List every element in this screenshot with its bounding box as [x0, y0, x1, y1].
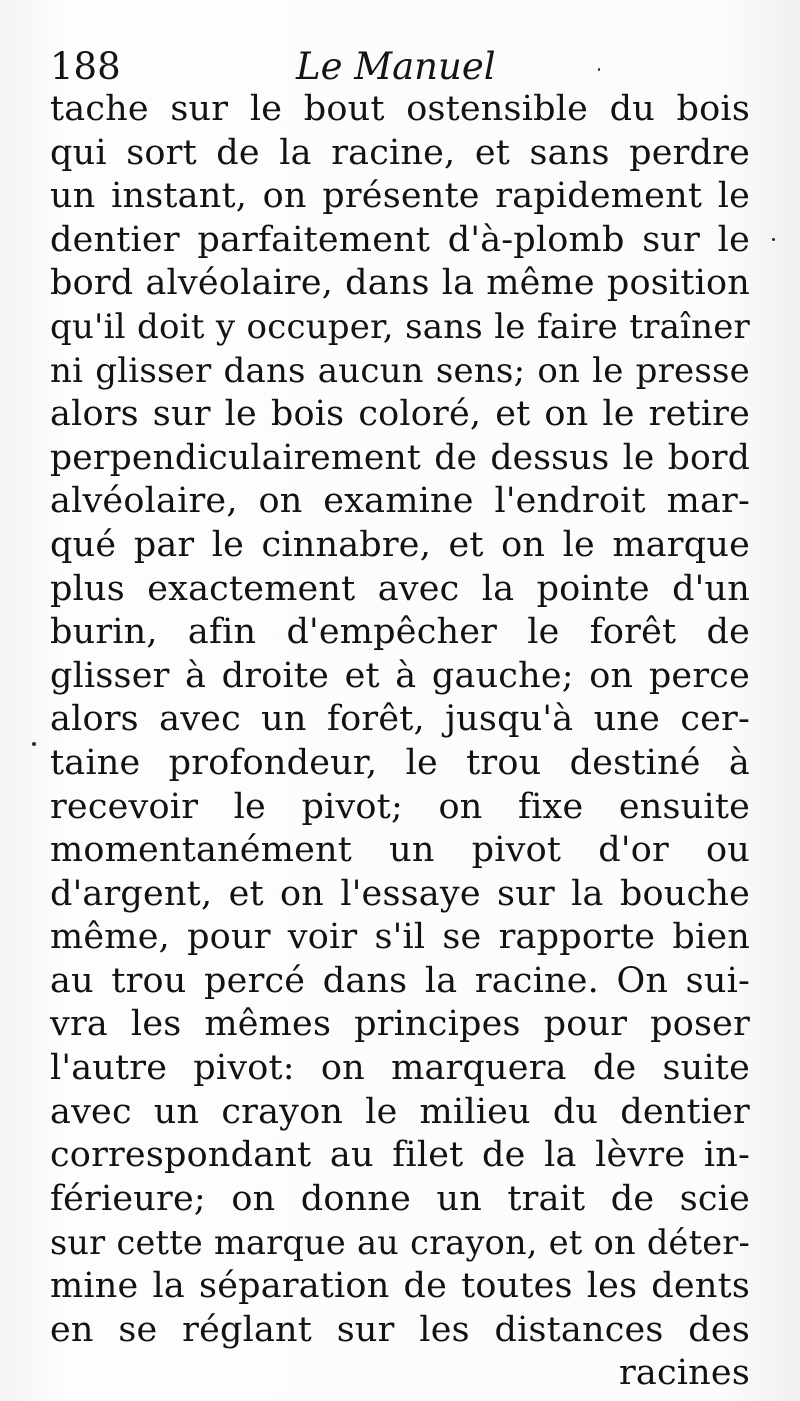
page-header	[50, 42, 750, 92]
text-line: vra les mêmes principes pour poser	[50, 1004, 750, 1045]
text-line: ni glisser dans aucun sens; on le presse	[50, 350, 750, 391]
text-line: d'argent, et on l'essaye sur la bouche	[50, 873, 750, 914]
body-text	[50, 88, 750, 1396]
ink-speck	[598, 68, 600, 71]
text-line: alors avec un forêt, jusqu'à une cer-	[50, 699, 750, 740]
text-line: qui sort de la racine, et sans perdre	[50, 132, 750, 173]
text-line: alvéolaire, on examine l'endroit mar-	[50, 481, 750, 522]
text-line: même, pour voir s'il se rapporte bien	[50, 917, 750, 958]
text-line: férieure; on donne un trait de scie	[50, 1178, 750, 1219]
text-line: taine profondeur, le trou destiné à	[50, 742, 750, 783]
text-line: correspondant au filet de la lèvre in-	[50, 1135, 750, 1176]
text-line: un instant, on présente rapidement le	[50, 176, 750, 217]
text-line: perpendiculairement de dessus le bord	[50, 437, 750, 478]
text-line: qu'il doit y occuper, sans le faire traîner	[50, 306, 750, 347]
text-line: l'autre pivot: on marquera de suite	[50, 1048, 750, 1089]
text-line: glisser à droite et à gauche; on perce	[50, 655, 750, 696]
text-line: bord alvéolaire, dans la même position	[50, 263, 750, 304]
text-line: dentier parfaitement d'à-plomb sur le	[50, 219, 750, 260]
text-line-catchword: racines	[618, 1353, 750, 1394]
running-title: Le Manuel	[296, 45, 496, 88]
text-line: alors sur le bois coloré, et on le retire	[50, 394, 750, 435]
text-line: recevoir le pivot; on fixe ensuite	[50, 786, 750, 827]
ink-speck	[32, 742, 36, 746]
page-number: 188	[50, 45, 121, 88]
ink-speck	[772, 238, 775, 241]
text-line: qué par le cinnabre, et on le marque	[50, 524, 750, 565]
text-line: momentanément un pivot d'or ou	[50, 830, 750, 871]
text-line: au trou percé dans la racine. On sui-	[50, 960, 750, 1001]
text-line: avec un crayon le milieu du dentier	[50, 1091, 750, 1132]
text-line: plus exactement avec la pointe d'un	[50, 568, 750, 609]
text-line: sur cette marque au crayon, et on déter-	[50, 1223, 750, 1263]
text-line: mine la séparation de toutes les dents	[50, 1266, 750, 1307]
text-line: burin, afin d'empêcher le forêt de	[50, 612, 750, 653]
text-line: tache sur le bout ostensible du bois	[50, 89, 750, 129]
text-line: en se réglant sur les distances des	[50, 1309, 750, 1350]
